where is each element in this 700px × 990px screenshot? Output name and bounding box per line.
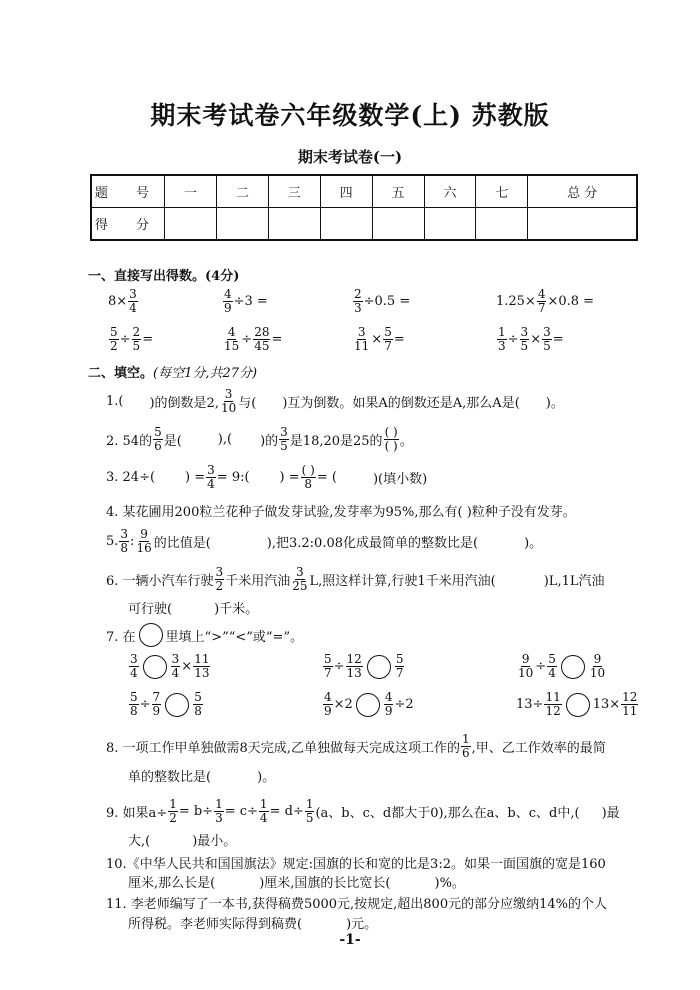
question-3: 3. 24÷( ) = $\frac{3}{4}$ = 9:( ) = ( ) 8 = ( )(填小数) bbox=[106, 463, 428, 491]
score-header-row bbox=[91, 175, 637, 208]
header-cell: 题 号 bbox=[91, 175, 165, 208]
question-5: 5. 3 8 : 9 16 的比值是( ),把3.2:0.08化成最简单的整数比是( )。 bbox=[106, 527, 543, 555]
compare-circle[interactable] bbox=[367, 655, 391, 679]
header-cell: 五 bbox=[372, 175, 424, 208]
header-cell: 六 bbox=[424, 175, 476, 208]
score-cell[interactable] bbox=[528, 208, 637, 241]
score-cell[interactable] bbox=[216, 208, 268, 241]
score-cell[interactable] bbox=[424, 208, 476, 241]
compare-circle[interactable] bbox=[356, 693, 380, 717]
compare-item-1: 3 4 $\frac{3}{4}$ × $\frac{11}{13}$ bbox=[130, 652, 210, 680]
score-cell[interactable] bbox=[320, 208, 372, 241]
question-6: 6. 一辆小汽车行驶 3 2 千米用汽油 3 25 L,照这样计算,行驶1千米用汽油( )L,1L汽油 bbox=[106, 565, 605, 593]
score-cell[interactable] bbox=[268, 208, 320, 241]
score-cell[interactable] bbox=[165, 208, 217, 241]
calc-item-4: 1.25× $\frac{4}{7}$ ×0.8 = bbox=[496, 287, 595, 315]
header-cell: 三 bbox=[268, 175, 320, 208]
page-title: 期末考试卷六年级数学(上) 苏教版 bbox=[150, 101, 550, 130]
question-11: 11. 李老师编写了一本书,获得稿费5000元,按规定,超出800元的部分应缴纳14%的个人 bbox=[106, 897, 607, 912]
calc-item-2: $\frac{4}{9}$ ÷3 = bbox=[224, 287, 268, 315]
score-cell[interactable] bbox=[476, 208, 528, 241]
compare-item-6: 13÷ $\frac{11}{12}$ 13× $\frac{12}{11}$ bbox=[516, 690, 638, 718]
question-10-line-2: 厘米,那么长是( )厘米,国旗的长比宽长( )%。 bbox=[128, 876, 465, 891]
calc-item-1: 8× $\frac{3}{4}$ bbox=[108, 287, 137, 315]
score-row bbox=[91, 208, 637, 241]
question-2: 2. 54的 5 6 是( ),( )的 3 5 是18,20是25的 ( ) ( ) 。 bbox=[106, 425, 413, 453]
section-2-title: 二、填空。(每空1分,共27分) bbox=[88, 366, 258, 381]
header-cell: 四 bbox=[320, 175, 372, 208]
calc-item-7: $\frac{3}{11}$ × $\frac{5}{7}$ = bbox=[354, 325, 405, 353]
calc-item-8: $\frac{1}{3}$ ÷ $\frac{3}{5}$ × $\frac{3}{5}$ = bbox=[498, 325, 564, 353]
score-table bbox=[90, 174, 638, 241]
page-number: -1- bbox=[339, 932, 361, 948]
compare-item-2: $\frac{5}{7}$ ÷ $\frac{12}{13}$ 5 7 bbox=[324, 652, 404, 680]
question-1: 1.( )的倒数是2, 3 10 与( )互为倒数。如果A的倒数还是A,那么A是( )。 bbox=[106, 387, 564, 415]
compare-item-5: $\frac{4}{9}$ ×2 $\frac{4}{9}$ ÷2 bbox=[324, 690, 414, 718]
calc-item-6: $\frac{4}{15}$ ÷ $\frac{28}{45}$ = bbox=[224, 325, 283, 353]
exam-subtitle: 期末考试卷(一) bbox=[297, 148, 403, 166]
question-11-line-2: 所得税。李老师实际得到稿费( )元。 bbox=[128, 917, 378, 932]
section-1-title: 一、直接写出得数。(4分) bbox=[88, 269, 240, 284]
compare-circle[interactable] bbox=[143, 655, 167, 679]
calc-item-5: $\frac{5}{2}$ ÷ $\frac{2}{5}$ = bbox=[110, 325, 154, 353]
score-label: 得 分 bbox=[91, 208, 165, 241]
question-9: 9. 如果a÷ $\frac{1}{2}$ = b÷ $\frac{1}{3}$ = c÷ $\frac{1}{4}$ = d÷ $\frac{1}{5}$ (a、b、c、d都大于0),那么在a、b、c、d中,( )最 bbox=[106, 797, 620, 825]
compare-item-3: $\frac{9}{10}$ ÷ $\frac{5}{4}$ 9 10 bbox=[518, 652, 606, 680]
header-cell: 总 分 bbox=[528, 175, 637, 208]
question-8: 8. 一项工作甲单独做需8天完成,乙单独做每天完成这项工作的 1 6 ,甲、乙工作效率的最简 bbox=[106, 732, 606, 760]
compare-circle[interactable] bbox=[566, 693, 590, 717]
compare-circle[interactable] bbox=[561, 655, 585, 679]
calc-item-3: $\frac{2}{3}$ ÷0.5 = bbox=[354, 287, 411, 315]
header-cell: 二 bbox=[216, 175, 268, 208]
question-9-line-2: 大,( )最小。 bbox=[128, 834, 237, 849]
compare-item-4: $\frac{5}{8}$ ÷ $\frac{7}{9}$ 5 8 bbox=[130, 690, 202, 718]
question-10: 10.《中华人民共和国国旗法》规定:国旗的长和宽的比是3:2。如果一面国旗的宽是160 bbox=[106, 857, 606, 872]
header-cell: 七 bbox=[476, 175, 528, 208]
question-7: 7. 在 里填上“>”“<”或“=”。 bbox=[106, 623, 303, 647]
score-cell[interactable] bbox=[372, 208, 424, 241]
question-6-line-2: 可行驶( )千米。 bbox=[128, 602, 259, 617]
compare-circle[interactable] bbox=[165, 693, 189, 717]
question-8-line-2: 单的整数比是( )。 bbox=[128, 770, 276, 785]
circle-blank-icon bbox=[139, 623, 163, 647]
question-4: 4. 某花圃用200粒兰花种子做发芽试验,发芽率为95%,那么有( )粒种子没有发芽。 bbox=[106, 505, 576, 520]
header-cell: 一 bbox=[165, 175, 217, 208]
